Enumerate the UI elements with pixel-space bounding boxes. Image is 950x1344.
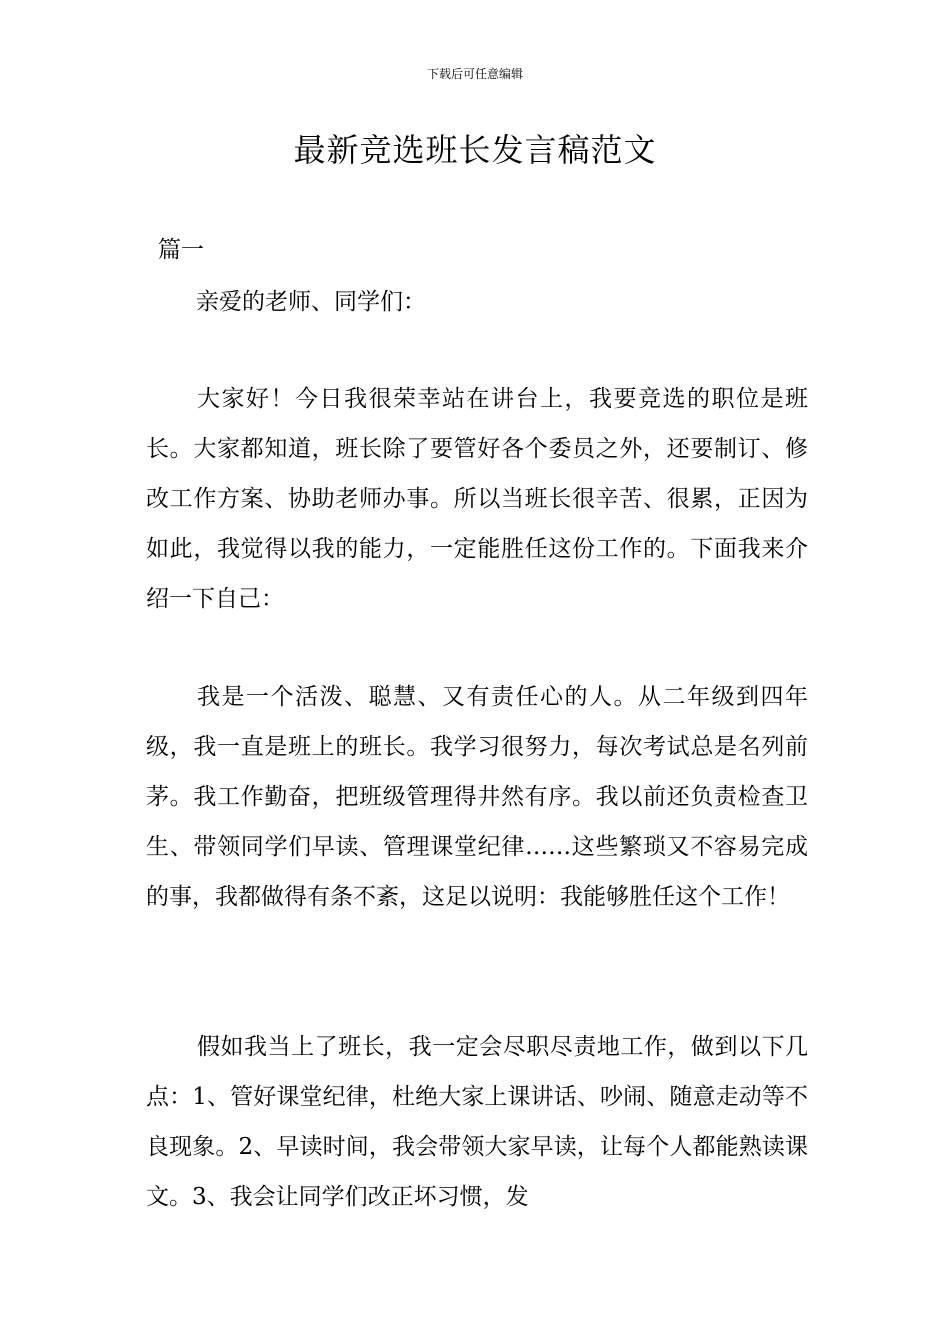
paragraph-self-description: 我是一个活泼、聪慧、又有责任心的人。从二年级到四年级，我一直是班上的班长。我学习很努力，每次考试总是名列前茅。我工作勤奋，把班级管理得井然有序。我以前还负责检查卫生、带领同学们早读、管理课堂纪律……这些繁琐又不容易完成的事，我都做得有条不紊，这足以说明：我能够胜任这个工作！ bbox=[146, 684, 808, 910]
section-label: 篇一 bbox=[158, 237, 204, 263]
paragraph-introduction: 大家好！今日我很荣幸站在讲台上，我要竞选的职位是班长。大家都知道，班长除了要管好各个委员之外，还要制订、修改工作方案、协助老师办事。所以当班长很辛苦、很累，正因为如此，我觉得以我的能力，一定能胜任这份工作的。下面我来介绍一下自己： bbox=[146, 386, 808, 612]
document-title: 最新竞选班长发言稿范文 bbox=[293, 131, 657, 169]
paragraph-plans: 假如我当上了班长，我一定会尽职尽责地工作，做到以下几点：1、管好课堂纪律，杜绝大家上课讲话、吵闹、随意走动等不良现象。2、早读时间，我会带领大家早读，让每个人都能熟读课文。3、我会让同学们改正坏习惯，发 bbox=[146, 1034, 808, 1210]
header-note: 下载后可任意编辑 bbox=[426, 67, 523, 81]
salutation: 亲爱的老师、同学们： bbox=[196, 289, 426, 315]
